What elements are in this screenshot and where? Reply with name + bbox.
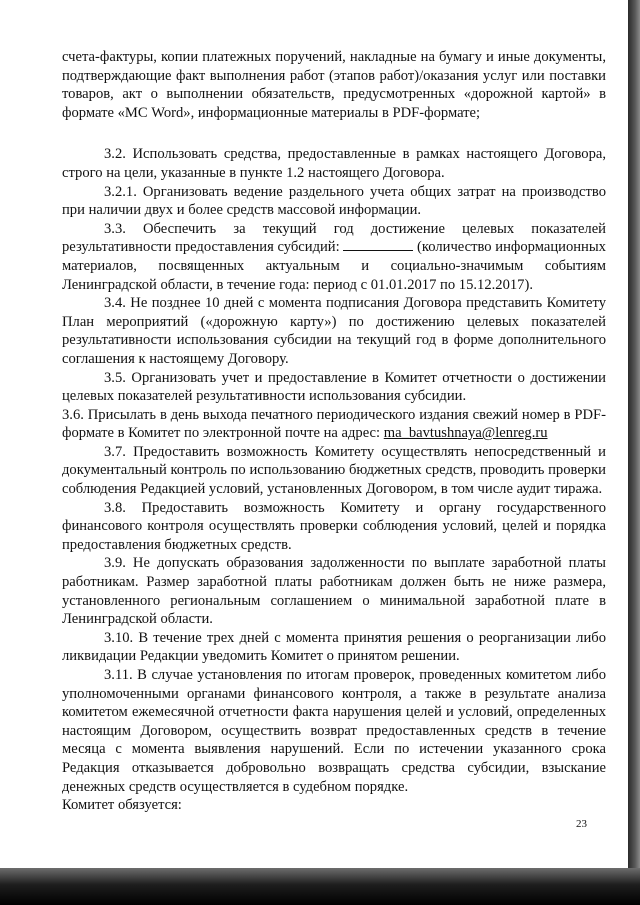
paragraph-3-9: 3.9. Не допускать образования задолженности по выплате заработной платы работникам. Размер заработной платы работникам должен быть не ниже размера, установленного региональным соглашением о минимальной заработной плате в Ленинградской области. <box>62 555 606 628</box>
paragraph-3-8: 3.8. Предоставить возможность Комитету и органу государственного финансового контроля осуществлять проверки соблюдения условий, целей и порядка предоставления бюджетных средств. <box>62 499 606 553</box>
blank-fill-line <box>343 240 413 251</box>
paragraph-committee-obligations: Комитет обязуется: <box>62 797 182 814</box>
scan-bottom-edge <box>0 868 640 905</box>
paragraph-3-3 <box>62 220 606 294</box>
scan-right-edge <box>628 0 640 905</box>
paragraph-3-3-lead: 3.3. Обеспечить за текущий год достижение целевых показателей результативности предоставления субсидий: <box>62 220 606 256</box>
paragraph-attachments-list: счета-фактуры, копии платежных поручений, накладные на бумагу и иные документы, подтверждающие факт выполнения работ (этапов работ)/оказания услуг или поставки товаров, акт о выполнении обязательств, предусмотренных «дорожной картой» в формате «МС Word», информационные материалы в PDF-формате; <box>62 49 606 121</box>
document-body <box>62 48 606 815</box>
page-number: 23 <box>576 818 587 830</box>
paragraph-3-6-lead: 3.6. Присылать в день выхода печатного периодического издания свежий номер в PDF-формате в Комитет по электронной почте на адрес: <box>62 406 606 442</box>
paragraph-3-4: 3.4. Не позднее 10 дней с момента подписания Договора представить Комитету План мероприятий («дорожную карту») по достижению целевых показателей результативности использования субсидии на текущий год в форме дополнительного соглашения к настоящему Договору. <box>62 295 606 367</box>
paragraph-3-7: 3.7. Предоставить возможность Комитету осуществлять непосредственный и документальный контроль по использованию бюджетных средств, проводить проверки соблюдения Редакцией условий, установленных Договором, в том числе аудит тиража. <box>62 443 606 498</box>
paragraph-3-11: 3.11. В случае установления по итогам проверок, проведенных комитетом либо уполномоченными органами финансового контроля, а также в результате анализа комитетом ежемесячной отчетности факта нарушения целей и условий, определенных настоящим Договором, осуществить возврат предоставленных средств в течение месяца с момента выявления нарушений. Если по истечении указанного срока Редакция отказывается добровольно возвращать средства субсидии, взыскание денежных средств осуществляется в судебном порядке. <box>62 667 606 795</box>
paragraph-3-5: 3.5. Организовать учет и предоставление в Комитет отчетности о достижении целевых показателей результативности использования субсидии. <box>62 369 606 405</box>
paragraph-3-2: 3.2. Использовать средства, предоставленные в рамках настоящего Договора, строго на цели, указанные в пункте 1.2 настоящего Договора. <box>62 146 606 181</box>
paragraph-3-6 <box>62 406 606 443</box>
paragraph-3-3-tail: (количество информационных материалов, посвященных актуальным и социально-значимым событиям Ленинградской области, в течение года: период с 01.01.2017 по 15.12.2017). <box>62 239 606 293</box>
email-address: ma_bavtushnaya@lenreg.ru <box>383 425 548 442</box>
paragraph-3-2-1: 3.2.1. Организовать ведение раздельного учета общих затрат на производство при наличии двух и более средств массовой информации. <box>62 183 606 219</box>
paragraph-3-10: 3.10. В течение трех дней с момента принятия решения о реорганизации либо ликвидации Редакции уведомить Комитет о принятом решении. <box>62 629 606 665</box>
